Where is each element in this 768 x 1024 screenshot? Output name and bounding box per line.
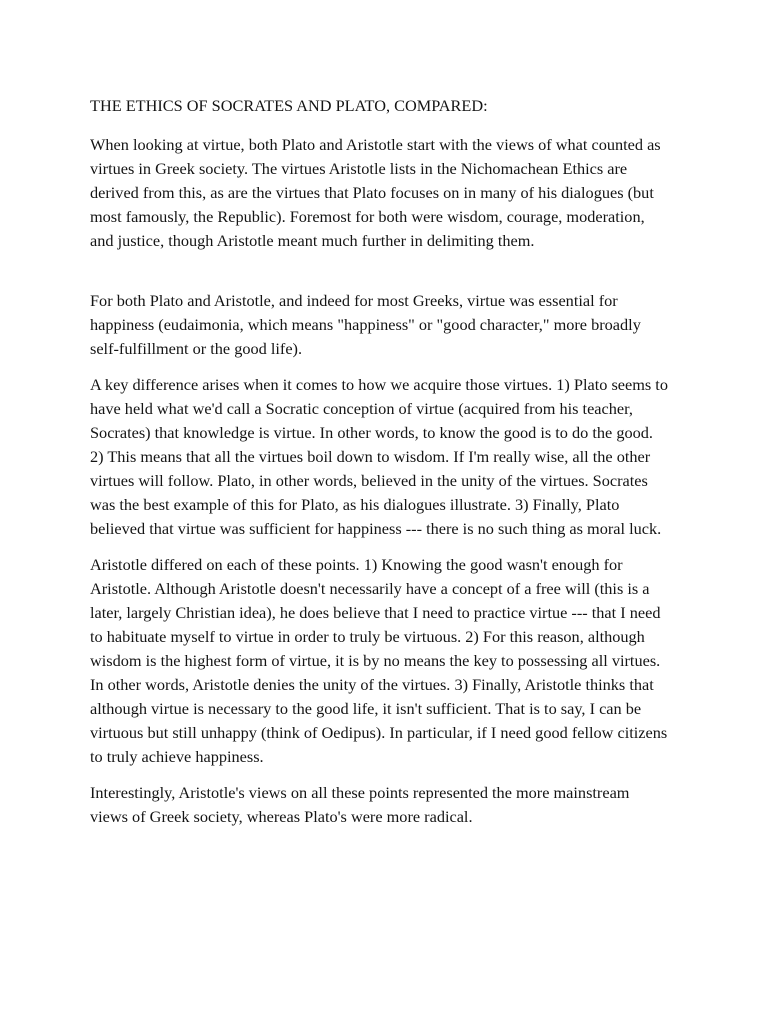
paragraph-virtue-and-happiness: For both Plato and Aristotle, and indeed for most Greeks, virtue was essential for happiness (eudaimonia, which means "happiness" or "good character," more broadly self-fulfillment or the good life). bbox=[90, 291, 641, 358]
paragraph-aristotle-differences: Aristotle differed on each of these points. 1) Knowing the good wasn't enough for Aristotle. Although Aristotle doesn't necessarily have a concept of a free will (this is a later, largely Christian idea), he does believe that I need to practice virtue --- that I need to habituate myself to virtue in order to truly be virtuous. 2) For this reason, although wisdom is the highest form of virtue, it is by no means the key to possessing all virtues. In other words, Aristotle denies the unity of the virtues. 3) Finally, Aristotle thinks that although virtue is necessary to the good life, it isn't sufficient. That is to say, I can be virtuous but still unhappy (think of Oedipus). In particular, if I need good fellow citizens to truly achieve happiness. bbox=[90, 555, 668, 766]
paragraph-plato-acquiring-virtues: A key difference arises when it comes to how we acquire those virtues. 1) Plato seems to have held what we'd call a Socratic conception of virtue (acquired from his teacher, Socrates) that knowledge is virtue. In other words, to know the good is to do the good. 2) This means that all the virtues boil down to wisdom. If I'm really wise, all the other virtues will follow. Plato, in other words, believed in the unity of the virtues. Socrates was the best example of this for Plato, as his dialogues illustrate. 3) Finally, Plato believed that virtue was sufficient for happiness --- there is no such thing as moral luck. bbox=[90, 375, 668, 538]
paragraph-mainstream-vs-radical: Interestingly, Aristotle's views on all these points represented the more mainstream views of Greek society, whereas Plato's were more radical. bbox=[90, 783, 630, 826]
paragraph-virtues-in-greek-society: When looking at virtue, both Plato and Aristotle start with the views of what counted as virtues in Greek society. The virtues Aristotle lists in the Nichomachean Ethics are derived from this, as are the virtues that Plato focuses on in many of his dialogues (but most famously, the Republic). Foremost for both were wisdom, courage, moderation, and justice, though Aristotle meant much further in delimiting them. bbox=[90, 135, 661, 250]
document-body bbox=[90, 94, 670, 841]
document-title: THE ETHICS OF SOCRATES AND PLATO, COMPARED: bbox=[90, 96, 488, 115]
